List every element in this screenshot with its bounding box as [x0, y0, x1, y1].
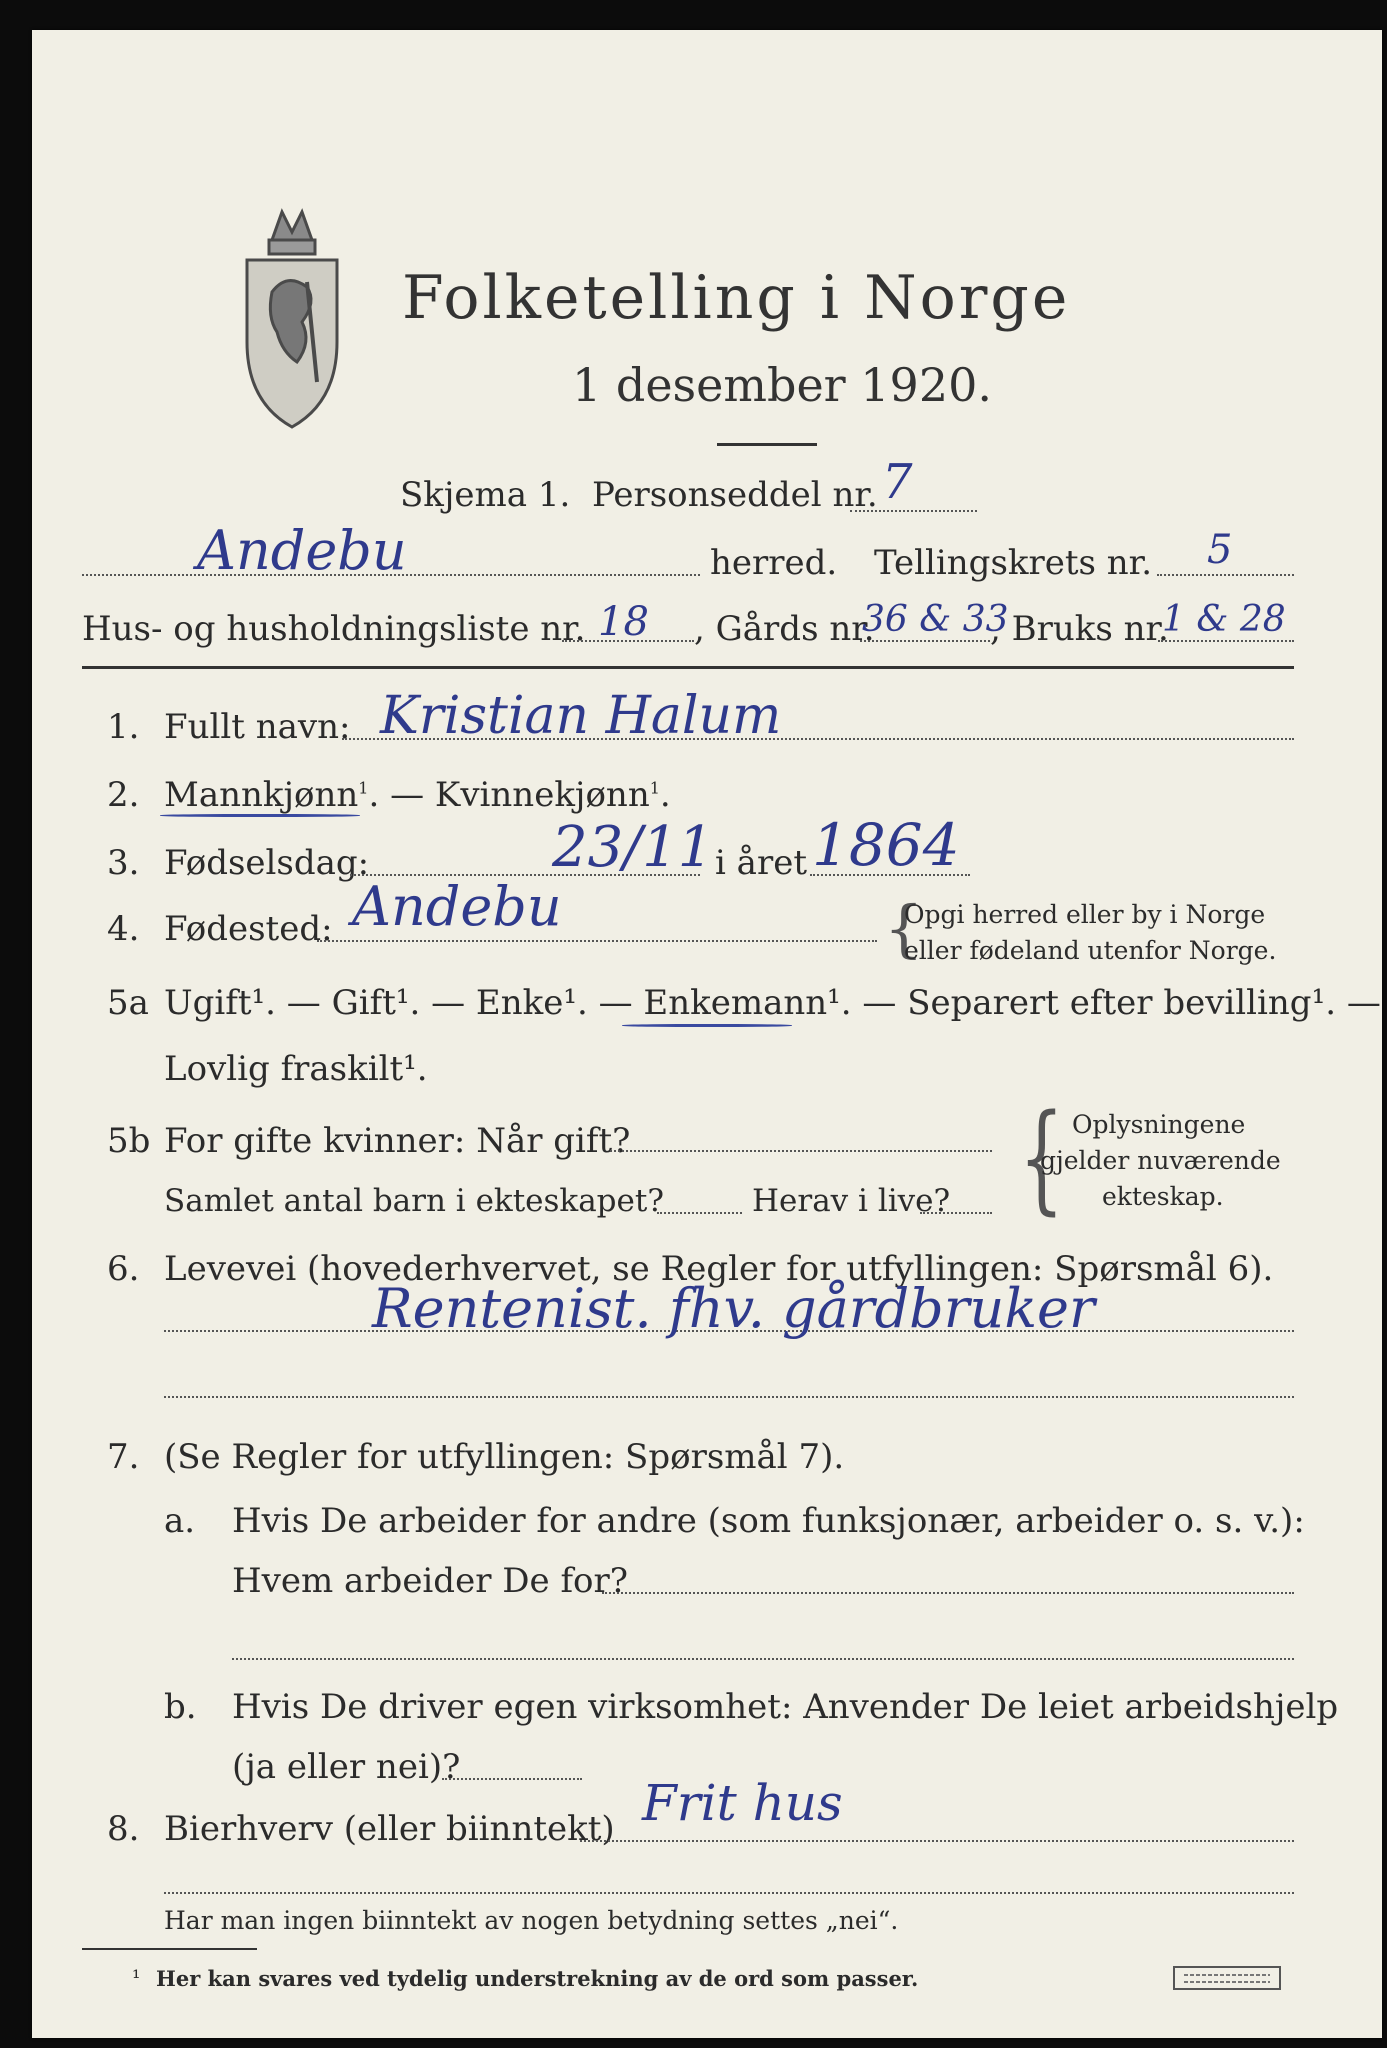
q5b-line2b: Herav i live?: [752, 1183, 951, 1219]
q5a-enkemann-underline: [622, 1024, 792, 1027]
husliste-label: Hus- og husholdningsliste nr.: [82, 609, 586, 649]
q2-separator: . —: [368, 775, 435, 815]
bruks-label: , Bruks nr.: [990, 609, 1169, 649]
footnote-divider: [82, 1948, 257, 1950]
q7-label: (Se Regler for utfyllingen: Spørsmål 7).: [164, 1437, 845, 1477]
gards-value: 36 & 33: [862, 599, 1009, 640]
q7b-line1: Hvis De driver egen virksomhet: Anvender De leiet arbeidshjelp: [232, 1687, 1339, 1727]
q4-number: 4.: [107, 909, 140, 949]
q7a-line1: Hvis De arbeider for andre (som funksjonær, arbeider o. s. v.):: [232, 1501, 1305, 1541]
printer-stamp-icon: [1172, 1964, 1282, 1992]
q1-number: 1.: [107, 707, 140, 747]
q6-value: Rentenist. fhv. gårdbruker: [372, 1277, 1095, 1340]
q8-line: [580, 1840, 1294, 1842]
q6-number: 6.: [107, 1249, 140, 1289]
q7a-line2: Hvem arbeider De for?: [232, 1561, 628, 1601]
q8-line2: [164, 1892, 1294, 1894]
tellingskrets-line: [1157, 574, 1294, 576]
census-form-page: [32, 30, 1382, 2038]
footnote-text: Her kan svares ved tydelig understrekning av de ord som passer.: [156, 1966, 919, 1991]
q2-kvinnekjonn: Kvinnekjønn: [434, 775, 650, 815]
q3-label: Fødselsdag:: [164, 843, 370, 883]
herred-label: herred.: [710, 543, 838, 583]
norway-coat-of-arms-icon: [237, 202, 347, 432]
husliste-value: 18: [598, 599, 649, 645]
footer-note: Har man ingen biinntekt av nogen betydning settes „nei“.: [164, 1906, 899, 1935]
gards-label: , Gårds nr.: [694, 609, 875, 649]
q5a-number: 5a: [107, 983, 149, 1023]
footnote-mark: ¹: [132, 1966, 141, 1990]
q7a-line3: [232, 1658, 1294, 1660]
form-title: Folketelling i Norge: [402, 263, 1071, 333]
q5b-note-line1: Oplysningene: [1072, 1110, 1246, 1139]
q2-mannkjonn: Mannkjønn: [164, 775, 359, 815]
q4-line: [317, 940, 877, 942]
form-date: 1 desember 1920.: [572, 358, 992, 412]
schema-label: Skjema 1.: [400, 475, 571, 515]
q3-value: 23/11: [552, 815, 714, 880]
q5b-note-line3: ekteskap.: [1102, 1182, 1224, 1211]
header-divider: [82, 666, 1294, 669]
q8-number: 8.: [107, 1809, 140, 1849]
bruks-line: [1158, 640, 1294, 642]
q5b-note-brace: {: [1019, 1088, 1065, 1226]
q2-mannkjonn-underline: [160, 814, 360, 817]
q5b-note-line2: gjelder nuværende: [1040, 1146, 1281, 1175]
q5b-line2a-line: [657, 1212, 742, 1214]
q3-year-value: 1864: [812, 811, 960, 879]
gards-line: [860, 640, 990, 642]
q7-number: 7.: [107, 1437, 140, 1477]
q6-label: Levevei (hovederhvervet, se Regler for utfyllingen: Spørsmål 6).: [164, 1249, 1274, 1289]
q1-label: Fullt navn:: [164, 707, 351, 747]
personseddel-line: [850, 510, 977, 512]
q8-label: Bierhverv (eller biinntekt): [164, 1809, 615, 1849]
herred-value: Andebu: [197, 519, 407, 582]
q8-value: Frit hus: [642, 1774, 843, 1832]
q1-value: Kristian Halum: [380, 686, 782, 746]
q5a-enkemann: Enkemann: [643, 983, 828, 1023]
q5a-line2: Lovlig fraskilt¹.: [164, 1049, 428, 1089]
personseddel-value: 7: [882, 454, 913, 510]
tellingskrets-label: Tellingskrets nr.: [874, 543, 1153, 583]
q4-note-line2: eller fødeland utenfor Norge.: [904, 936, 1277, 965]
q6-line2: [164, 1396, 1294, 1398]
personseddel-label: Personseddel nr.: [592, 475, 878, 515]
q4-note-brace: {: [884, 892, 924, 965]
tellingskrets-value: 5: [1207, 527, 1233, 573]
q7b-number: b.: [164, 1687, 197, 1727]
q4-value: Andebu: [352, 875, 562, 938]
q2-options: Mannkjønn$^1$. — Kvinnekjønn$^1$.: [164, 775, 671, 815]
q5b-line2b-line: [920, 1212, 992, 1214]
q4-note-line1: Opgi herred eller by i Norge: [904, 900, 1266, 929]
q3-number: 3.: [107, 843, 140, 883]
q5a-options-pre: Ugift¹. — Gift¹. — Enke¹. —: [164, 983, 644, 1023]
q5b-number: 5b: [107, 1121, 151, 1161]
q2-end: .: [659, 775, 671, 815]
q4-label: Fødested:: [164, 909, 333, 949]
q5b-line2a: Samlet antal barn i ekteskapet?: [164, 1183, 664, 1219]
q5b-line1: For gifte kvinner: Når gift?: [164, 1121, 631, 1161]
title-divider: [717, 443, 817, 446]
q7a-line2-line: [602, 1592, 1294, 1594]
q5a-options-post: ¹. — Separert efter bevilling¹. —: [827, 983, 1381, 1023]
q7b-line2-line: [442, 1778, 582, 1780]
q7a-number: a.: [164, 1501, 196, 1541]
bruks-value: 1 & 28: [1162, 599, 1286, 640]
q5a-options: [164, 983, 1381, 1023]
q5b-line1-line: [610, 1150, 992, 1152]
q3-year-label: i året: [715, 843, 807, 883]
q7b-line2: (ja eller nei)?: [232, 1747, 461, 1787]
q2-number: 2.: [107, 775, 140, 815]
